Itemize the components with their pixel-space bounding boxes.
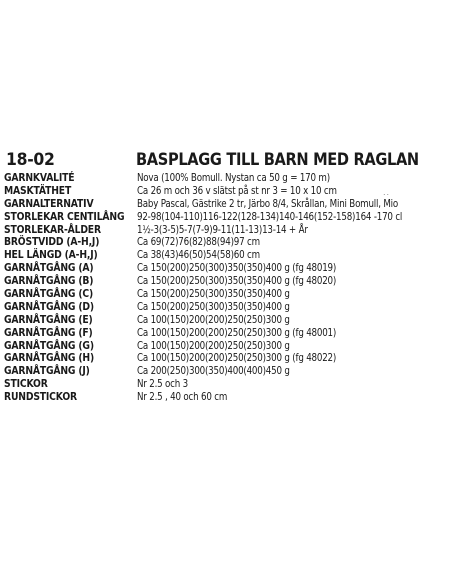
spec-value: Nr 2.5 , 40 och 60 cm	[137, 391, 228, 404]
pattern-header	[6, 150, 446, 172]
spec-row-yarn-amount-h	[4, 352, 448, 365]
spec-label: GARNALTERNATIV	[4, 197, 94, 210]
spec-label: GARNÅTGÅNG (B)	[4, 275, 94, 288]
spec-row-yarn-alternatives	[4, 198, 448, 211]
spec-row-circular-needles	[4, 391, 448, 404]
spec-row-full-length	[4, 249, 448, 262]
spec-value: Ca 150(200)250(300)350(350)400 g (fg 48020)	[137, 275, 337, 288]
spec-row-yarn-amount-e	[4, 314, 448, 327]
spec-label: GARNÅTGÅNG (D)	[4, 300, 94, 313]
spec-row-yarn-amount-f	[4, 327, 448, 340]
spec-value: 1½-3(3-5)5-7(7-9)9-11(11-13)13-14 + År	[137, 223, 308, 236]
scan-smudge: ..	[383, 188, 391, 197]
spec-row-yarn-amount-a	[4, 262, 448, 275]
spec-row-yarn-amount-b	[4, 275, 448, 288]
spec-value: Nr 2.5 och 3	[137, 378, 188, 391]
spec-value: Ca 200(250)300(350)400(400)450 g	[137, 365, 290, 378]
spec-label: GARNÅTGÅNG (E)	[4, 313, 93, 326]
spec-value: Ca 150(200)250(300)350(350)400 g (fg 48019)	[137, 262, 337, 275]
spec-value: Ca 100(150)200(200)250(250)300 g	[137, 339, 290, 352]
spec-row-yarn-amount-d	[4, 301, 448, 314]
spec-label: STORLEKAR CENTILÅNG	[4, 210, 125, 223]
spec-row-chest-width	[4, 236, 448, 249]
spec-label: GARNÅTGÅNG (F)	[4, 326, 93, 339]
spec-row-yarn-amount-c	[4, 288, 448, 301]
spec-value: Nova (100% Bomull. Nystan ca 50 g = 170 m)	[137, 172, 330, 184]
spec-row-needles	[4, 378, 448, 391]
spec-value: Ca 26 m och 36 v slätst på st nr 3 = 10 x 10 cm	[137, 184, 337, 197]
spec-label: GARNÅTGÅNG (C)	[4, 288, 94, 301]
spec-value: Ca 150(200)250(300)350(350)400 g	[137, 300, 290, 313]
spec-value: Ca 69(72)76(82)88(94)97 cm	[137, 236, 260, 249]
spec-value: Ca 38(43)46(50)54(58)60 cm	[137, 249, 260, 262]
spec-value: Ca 150(200)250(300)350(350)400 g	[137, 288, 290, 301]
spec-label: GARNÅTGÅNG (A)	[4, 262, 94, 275]
spec-value: 92-98(104-110)116-122(128-134)140-146(152-158)164 -170 cl	[137, 210, 403, 223]
spec-label: GARNÅTGÅNG (H)	[4, 352, 95, 365]
spec-label: GARNÅTGÅNG (J)	[4, 365, 90, 378]
spec-label: MASKTÄTHET	[4, 184, 72, 197]
spec-row-sizes-age	[4, 224, 448, 237]
spec-row-gauge	[4, 185, 448, 198]
spec-value: Baby Pascal, Gästrike 2 tr, Järbo 8/4, Skrållan, Mini Bomull, Mio	[137, 197, 398, 210]
spec-value: Ca 100(150)200(200)250(250)300 g (fg 48001)	[137, 326, 337, 339]
pattern-title: BASPLAGG TILL BARN MED RAGLAN	[136, 150, 419, 170]
spec-row-yarn-amount-g	[4, 340, 448, 353]
pattern-spec-table	[4, 172, 448, 404]
pattern-number: 18-02	[6, 150, 55, 170]
spec-row-yarn-amount-j	[4, 365, 448, 378]
spec-label: STORLEKAR-ÅLDER	[4, 223, 101, 236]
spec-row-yarn-quality	[4, 172, 448, 185]
spec-label: HEL LÄNGD (A-H,J)	[4, 249, 98, 262]
spec-label: STICKOR	[4, 378, 48, 391]
spec-label: BRÖSTVIDD (A-H,J)	[4, 236, 100, 249]
spec-value: Ca 100(150)200(200)250(250)300 g	[137, 313, 290, 326]
spec-label: RUNDSTICKOR	[4, 391, 77, 404]
spec-label: GARNKVALITÉ	[4, 172, 75, 184]
spec-label: GARNÅTGÅNG (G)	[4, 339, 94, 352]
spec-row-sizes-cm	[4, 211, 448, 224]
spec-value: Ca 100(150)200(200)250(250)300 g (fg 48022)	[137, 352, 337, 365]
